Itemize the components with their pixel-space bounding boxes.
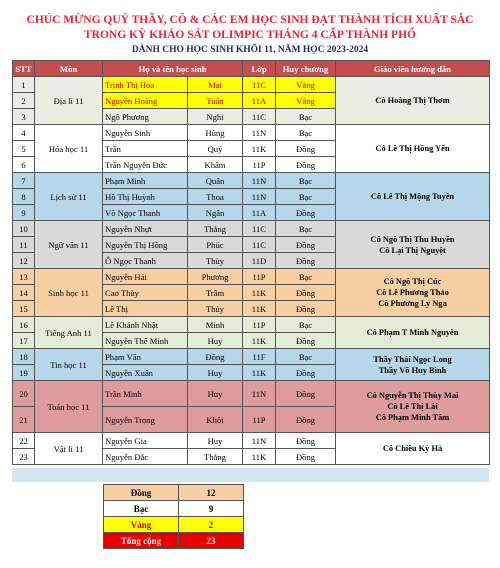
cell-subject: Sinh học 11 — [35, 269, 103, 317]
cell-class: 11A — [243, 93, 276, 109]
cell-subject: Địa lí 11 — [35, 77, 103, 125]
cell-medal: Bạc — [276, 317, 336, 333]
summary-label: Tổng cộng — [104, 533, 179, 549]
cell-teacher — [336, 173, 490, 221]
cell-student-surname: Võ Ngọc Thanh — [103, 205, 188, 221]
cell-class: 11D — [243, 253, 276, 269]
teacher-name: Cô Lê Thị Lài — [387, 402, 438, 411]
header-medal: Huy chương — [276, 61, 336, 77]
table-row — [13, 269, 490, 285]
teacher-name: Thầy Thái Ngọc Long — [373, 354, 452, 364]
table-row — [13, 349, 490, 365]
cell-medal: Bạc — [276, 189, 336, 205]
cell-stt: 17 — [13, 333, 35, 349]
cell-subject: Tiếng Anh 11 — [35, 317, 103, 349]
teacher-name: Cô Hoàng Thị Thơm — [375, 96, 450, 105]
table-row — [13, 173, 490, 189]
teacher-name: Cô Lê Thị Hồng Yến — [375, 144, 450, 153]
cell-student-given-name: Đồng — [188, 349, 243, 365]
cell-stt: 4 — [13, 125, 35, 141]
teacher-name: Cô Phạm Minh Tâm — [375, 413, 450, 422]
cell-teacher — [336, 77, 490, 125]
cell-student-surname: Nguyễn Xuân — [103, 365, 188, 381]
cell-student-surname: Hồ Thị Huỳnh — [103, 189, 188, 205]
table-row — [13, 317, 490, 333]
cell-stt: 7 — [13, 173, 35, 189]
cell-student-given-name: Huy — [188, 433, 243, 449]
cell-subject: Toán học 11 — [35, 381, 103, 433]
table-row — [13, 381, 490, 407]
cell-student-surname: Trần — [103, 141, 188, 157]
cell-teacher — [336, 381, 490, 433]
cell-teacher — [336, 317, 490, 349]
cell-stt: 11 — [13, 237, 35, 253]
cell-stt: 23 — [13, 449, 35, 465]
table-footer-band — [12, 468, 489, 482]
cell-student-surname: Phạm Văn — [103, 349, 188, 365]
subtitle: DÀNH CHO HỌC SINH KHỐI 11, NĂM HỌC 2023-2024 — [131, 45, 369, 55]
teacher-name: Cô Chiêu Kỳ Hà — [382, 444, 443, 453]
cell-medal: Đồng — [276, 157, 336, 173]
teacher-name: Cô Phạm T Minh Nguyên — [366, 328, 459, 337]
table-body — [13, 77, 490, 465]
cell-stt: 16 — [13, 317, 35, 333]
cell-student-surname: Nguyễn Gia — [103, 433, 188, 449]
summary-value: 12 — [179, 485, 244, 501]
cell-student-surname: Nguyễn Sinh — [103, 125, 188, 141]
title-line-1: CHÚC MỪNG QUÝ THẦY, CÔ & CÁC EM HỌC SINH ĐẠT THÀNH TÍCH XUẤT SẮC — [26, 14, 474, 26]
cell-medal: Bạc — [276, 221, 336, 237]
cell-student-surname: Nguyễn Thế Minh — [103, 333, 188, 349]
cell-class: 11N — [243, 381, 276, 407]
cell-student-surname: Cao Thùy — [103, 285, 188, 301]
cell-medal: Bạc — [276, 125, 336, 141]
cell-medal: Đồng — [276, 381, 336, 407]
summary-value: 9 — [179, 501, 244, 517]
cell-class: 11K — [243, 301, 276, 317]
cell-student-surname: Nguyễn Trọng — [103, 407, 188, 433]
table-row — [13, 433, 490, 449]
cell-stt: 21 — [13, 407, 35, 433]
cell-medal: Bạc — [276, 109, 336, 125]
cell-stt: 10 — [13, 221, 35, 237]
summary-value: 23 — [179, 533, 244, 549]
cell-student-given-name: Tuấn — [188, 93, 243, 109]
cell-student-given-name: Phương — [188, 269, 243, 285]
cell-class: 11C — [243, 237, 276, 253]
cell-medal: Đồng — [276, 333, 336, 349]
cell-medal: Đồng — [276, 301, 336, 317]
cell-stt: 18 — [13, 349, 35, 365]
cell-medal: Đồng — [276, 449, 336, 465]
cell-medal: Đồng — [276, 285, 336, 301]
cell-stt: 19 — [13, 365, 35, 381]
cell-teacher — [336, 125, 490, 173]
cell-subject: Vật lí 11 — [35, 433, 103, 465]
cell-medal: Bạc — [276, 269, 336, 285]
cell-medal: Vàng — [276, 77, 336, 93]
summary-value: 2 — [179, 517, 244, 533]
cell-student-given-name: Thùy — [188, 253, 243, 269]
summary-row — [104, 517, 244, 533]
results-table — [12, 60, 490, 465]
teacher-name: Cô Ngô Thị Cúc — [383, 277, 442, 286]
cell-student-given-name: Hùng — [188, 125, 243, 141]
summary-label: Đồng — [104, 485, 179, 501]
cell-class: 11N — [243, 189, 276, 205]
cell-stt: 15 — [13, 301, 35, 317]
cell-student-surname: Nguyễn Thị Hồng — [103, 237, 188, 253]
teacher-name: Cô Lê Thị Mộng Tuyền — [370, 192, 455, 201]
teacher-name: Cô Lại Thị Nguyệt — [379, 245, 446, 255]
table-row — [13, 221, 490, 237]
cell-stt: 14 — [13, 285, 35, 301]
cell-student-given-name: Thủy — [188, 301, 243, 317]
cell-stt: 2 — [13, 93, 35, 109]
header-stt: STT — [13, 61, 35, 77]
cell-medal: Đồng — [276, 365, 336, 381]
cell-student-given-name: Nghi — [188, 109, 243, 125]
header-subject: Môn — [35, 61, 103, 77]
cell-student-given-name: Ngân — [188, 205, 243, 221]
cell-class: 11K — [243, 285, 276, 301]
cell-student-given-name: Quân — [188, 173, 243, 189]
cell-stt: 6 — [13, 157, 35, 173]
cell-subject: Tin học 11 — [35, 349, 103, 381]
cell-stt: 20 — [13, 381, 35, 407]
teacher-name: Cô Lê Phương Thảo — [376, 288, 449, 297]
cell-class: 11N — [243, 125, 276, 141]
cell-class: 11K — [243, 449, 276, 465]
cell-student-given-name: Minh — [188, 317, 243, 333]
table-header-row — [13, 61, 490, 77]
teacher-name: Cô Nguyễn Thị Thùy Mai — [366, 391, 459, 400]
cell-student-given-name: Thắng — [188, 221, 243, 237]
cell-teacher — [336, 221, 490, 269]
cell-student-given-name: Trâm — [188, 285, 243, 301]
cell-student-given-name: Huy — [188, 365, 243, 381]
header-teacher: Giáo viên hướng dẫn — [336, 61, 490, 77]
cell-stt: 9 — [13, 205, 35, 221]
table-row — [13, 125, 490, 141]
cell-medal: Vàng — [276, 93, 336, 109]
cell-medal: Đồng — [276, 253, 336, 269]
cell-student-surname: Nguyễn Hoàng — [103, 93, 188, 109]
cell-class: 11N — [243, 433, 276, 449]
summary-row — [104, 485, 244, 501]
cell-teacher — [336, 269, 490, 317]
cell-student-given-name: Huy — [188, 333, 243, 349]
cell-medal: Đồng — [276, 433, 336, 449]
summary-label: Bạc — [104, 501, 179, 517]
cell-student-given-name: Quý — [188, 141, 243, 157]
cell-medal: Đồng — [276, 141, 336, 157]
cell-class: 11K — [243, 141, 276, 157]
cell-stt: 12 — [13, 253, 35, 269]
cell-class: 11C — [243, 221, 276, 237]
cell-stt: 1 — [13, 77, 35, 93]
cell-stt: 3 — [13, 109, 35, 125]
cell-class: 11N — [243, 173, 276, 189]
cell-class: 11C — [243, 109, 276, 125]
cell-student-surname: Ngô Phương — [103, 109, 188, 125]
cell-medal: Đồng — [276, 407, 336, 433]
title-line-2: TRONG KỲ KHẢO SÁT OLIMPIC THÁNG 4 CẤP THÀNH PHỐ — [84, 29, 416, 41]
cell-student-given-name: Thắng — [188, 449, 243, 465]
cell-stt: 8 — [13, 189, 35, 205]
cell-medal: Đồng — [276, 237, 336, 253]
cell-student-surname: Trịnh Thị Hoa — [103, 77, 188, 93]
header-class: Lớp — [243, 61, 276, 77]
summary-label: Vàng — [104, 517, 179, 533]
cell-student-given-name: Khâm — [188, 157, 243, 173]
cell-student-surname: Trần Nguyễn Đức — [103, 157, 188, 173]
cell-student-surname: Lê Khánh Nhật — [103, 317, 188, 333]
cell-class: 11K — [243, 333, 276, 349]
cell-teacher — [336, 349, 490, 381]
teacher-name: Thầy Võ Huy Bình — [378, 365, 447, 375]
cell-student-surname: Nguyễn Đắc — [103, 449, 188, 465]
cell-class: 11P — [243, 269, 276, 285]
cell-class: 11F — [243, 349, 276, 365]
cell-student-surname: Lê Thị — [103, 301, 188, 317]
cell-class: 11P — [243, 407, 276, 433]
cell-medal: Đồng — [276, 205, 336, 221]
cell-medal: Bạc — [276, 349, 336, 365]
cell-subject: Lịch sử 11 — [35, 173, 103, 221]
cell-student-surname: Ô Ngọc Thanh — [103, 253, 188, 269]
cell-class: 11P — [243, 157, 276, 173]
cell-class: 11K — [243, 365, 276, 381]
cell-medal: Bạc — [276, 173, 336, 189]
cell-student-surname: Nguyễn Nhựt — [103, 221, 188, 237]
summary-row — [104, 501, 244, 517]
teacher-name: Cô Phương Ly Nga — [378, 299, 447, 308]
cell-teacher — [336, 433, 490, 465]
cell-subject: Ngữ văn 11 — [35, 221, 103, 269]
cell-student-given-name: Khôi — [188, 407, 243, 433]
table-row — [13, 77, 490, 93]
cell-student-surname: Nguyễn Hải — [103, 269, 188, 285]
header-student: Họ và tên học sinh — [103, 61, 243, 77]
cell-subject: Hóa học 11 — [35, 125, 103, 173]
cell-student-given-name: Mai — [188, 77, 243, 93]
cell-student-surname: Phạm Minh — [103, 173, 188, 189]
cell-class: 11P — [243, 317, 276, 333]
summary-row — [104, 533, 244, 549]
teacher-name: Cô Ngô Thị Thu Huyền — [370, 234, 455, 244]
cell-stt: 13 — [13, 269, 35, 285]
cell-class: 11A — [243, 205, 276, 221]
medal-summary-table — [103, 484, 244, 549]
cell-class: 11C — [243, 77, 276, 93]
cell-stt: 22 — [13, 433, 35, 449]
cell-student-given-name: Thoa — [188, 189, 243, 205]
cell-student-surname: Trần Minh — [103, 381, 188, 407]
cell-student-given-name: Phúc — [188, 237, 243, 253]
cell-stt: 5 — [13, 141, 35, 157]
cell-student-given-name: Huy — [188, 381, 243, 407]
